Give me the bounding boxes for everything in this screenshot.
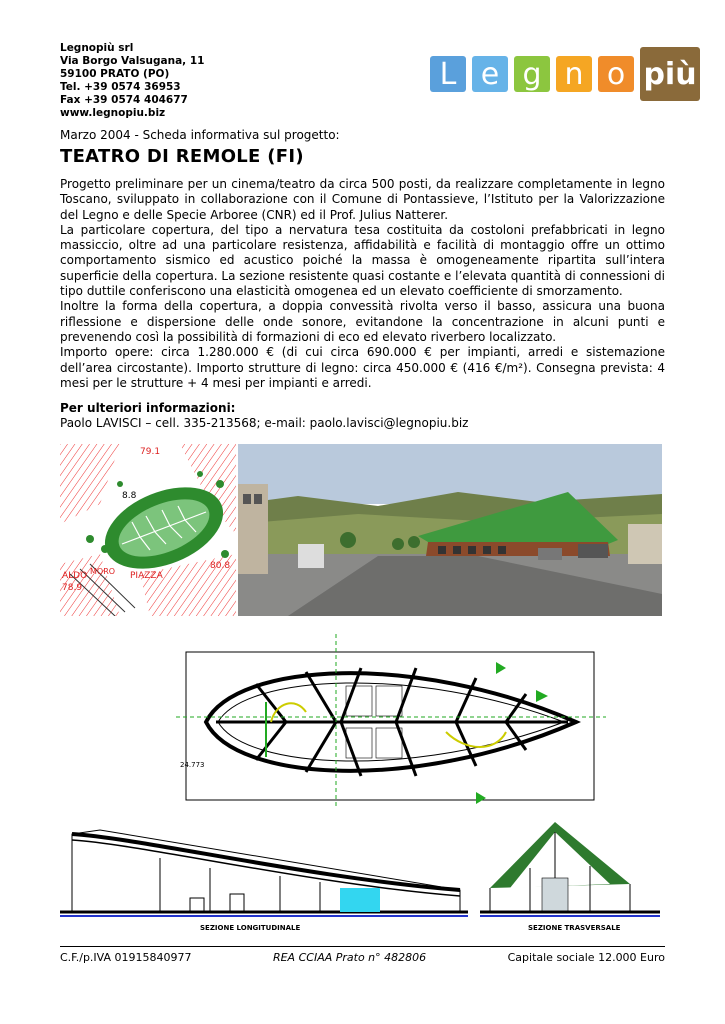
company-web[interactable]: www.legnopiu.biz [60,107,166,119]
site-label-2: 8.8 [122,491,137,501]
project-description [60,177,665,391]
site-label-5: PIAZZA [130,571,163,581]
paragraph-4: Importo opere: circa 1.280.000 € (di cui circa 690.000 € per impianti, arredi e sistemazione dell’area circostante). Importo strutture di legno: circa 450.000 € (416 €/m²). Consegna prevista: 4 mesi per le strutture + 4 mesi per impianti e arredi. [60,345,665,390]
company-city: 59100 PRATO (PO) [60,68,170,80]
site-label-3: ALDO [62,571,88,581]
section-long-caption: SEZIONE LONGITUDINALE [200,924,301,932]
contact-line[interactable]: Paolo LAVISCI – cell. 335-213568; e-mail: paolo.lavisci@legnopiu.biz [60,416,469,430]
site-label-1: 79.1 [140,447,161,457]
info-label: Per ulteriori informazioni: [60,401,236,415]
paragraph-2: La particolare copertura, del tipo a nervatura tesa costituita da costoloni prefabbricati in legno massiccio, oltre ad una particolare resistenza, affidabilità e facilità di montaggio offre un ottimo comportamento sismico ed acustico poiché la massa è omogeneamente ripartita sull’intera superficie della copertura. La sezione resistente quasi costante e l’elevata quantità di connessioni di tipo duttile conferiscono una elasticità omogenea ed un elevato coefficiente di smorzamento. [60,222,665,299]
footer-rea: REA CCIAA Prato n° 482806 [272,951,427,964]
site-label-4: MORO [90,567,116,576]
site-label-7: 80.8 [210,561,231,571]
company-tel: Tel. +39 0574 36953 [60,81,181,93]
company-name: Legnopiù srl [60,42,134,54]
footer-vat: C.F./p.IVA 01915840977 [60,951,192,964]
paragraph-1: Progetto preliminare per un cinema/teatro da circa 500 posti, da realizzare completamente in legno Toscano, sviluppato in collaborazione con il Comune di Pontassieve, l’Istituto per la Valorizzazione del Legno e delle Specie Arboree (CNR) ed il Prof. Julius Natterer. [60,177,665,222]
footer-capital: Capitale sociale 12.000 Euro [507,951,665,964]
longitudinal-section [60,818,468,934]
section-trans-caption: SEZIONE TRASVERSALE [528,924,621,932]
paragraph-3: Inoltre la forma della copertura, a doppia convessità rivolta verso il basso, assicura una buona riflessione e dispersione delle onde sonore, evitandone la concentrazione in alcuni punti e prevenendo così la possibilità di formazioni di eco ed elevato riverbero localizzato. [60,299,665,344]
site-plan-image [60,444,236,616]
logo-letter-l: L [430,56,466,92]
company-address: Via Borgo Valsugana, 11 [60,55,205,67]
legnopiu-logo [430,46,700,102]
logo-letter-o: o [598,56,634,92]
logo-letter-e: e [472,56,508,92]
page-title: TEATRO DI REMOLE (FI) [60,146,304,167]
logo-letter-g: g [514,56,550,92]
transversal-section [480,818,660,934]
site-label-6: 78.9 [62,583,83,593]
company-fax: Fax +39 0574 404677 [60,94,188,106]
plan-dimension: 24.773 [180,761,205,769]
company-info [60,42,204,120]
floor-plan-drawing [176,622,606,814]
logo-suffix: più [640,47,700,101]
rendering-photo [238,444,662,616]
intro-line: Marzo 2004 - Scheda informativa sul progetto: [60,128,340,142]
page-footer [60,946,665,964]
logo-letter-n: n [556,56,592,92]
